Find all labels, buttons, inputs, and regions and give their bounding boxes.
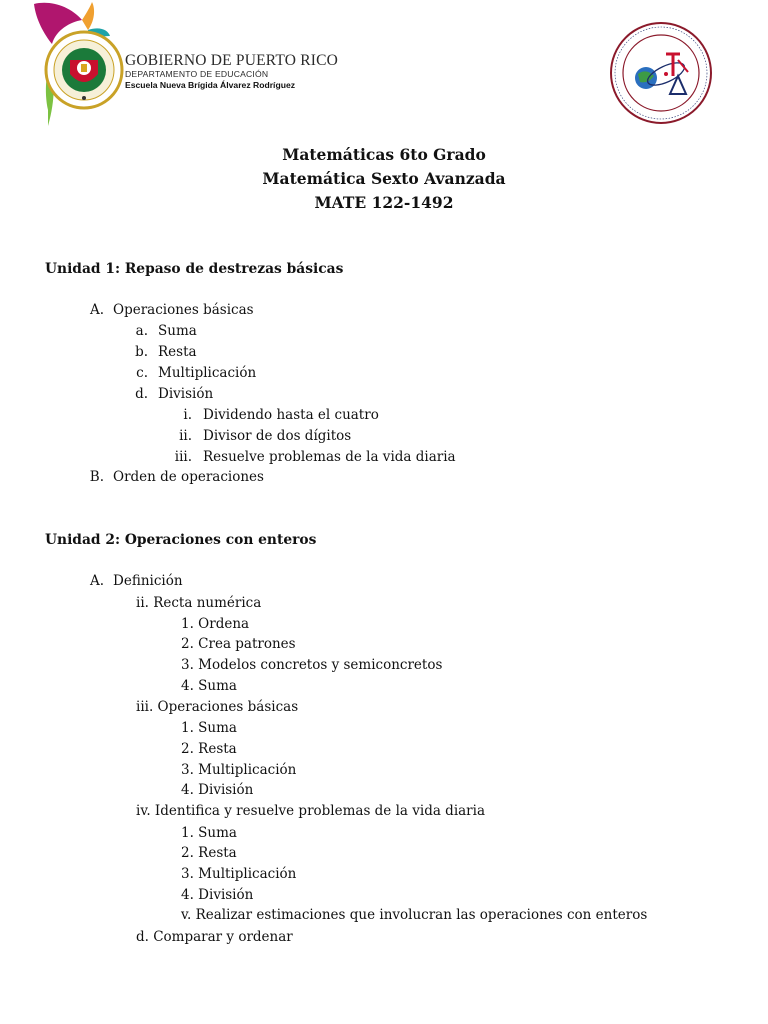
list-marker: b.	[135, 344, 148, 360]
unit-1-heading: Unidad 1: Repaso de destrezas básicas	[45, 261, 344, 277]
list-text: Divisor de dos dígitos	[203, 428, 352, 444]
list-item: 1. Suma	[181, 825, 237, 841]
list-item: 4. División	[181, 887, 254, 903]
unit-2-heading: Unidad 2: Operaciones con enteros	[45, 532, 317, 548]
list-item: iv. Identifica y resuelve problemas de la vida diaria	[136, 803, 486, 819]
list-marker: A.	[89, 573, 104, 589]
list-marker: iii.	[174, 449, 192, 465]
list-item: ii. Recta numérica	[136, 595, 262, 611]
list-item: 2. Resta	[181, 741, 237, 757]
government-text-block	[125, 52, 338, 91]
list-marker: ii.	[179, 428, 192, 444]
list-marker: A.	[89, 302, 104, 318]
list-marker: d.	[135, 386, 148, 402]
course-code: MATE 122-1492	[314, 193, 454, 212]
list-text: Orden de operaciones	[113, 469, 264, 485]
list-marker: c.	[136, 365, 148, 381]
course-title-line-2: Matemática Sexto Avanzada	[262, 169, 506, 188]
list-marker: a.	[135, 323, 148, 339]
school-name: Escuela Nueva Brígida Álvarez Rodríguez	[125, 80, 296, 90]
list-text: Resta	[158, 344, 197, 360]
list-item: 2. Crea patrones	[181, 636, 296, 652]
list-text: Multiplicación	[158, 365, 257, 381]
school-seal-logo	[608, 20, 714, 126]
puerto-rico-government-logo	[30, 0, 126, 128]
government-title: GOBIERNO DE PUERTO RICO	[125, 52, 339, 69]
list-item: d. Comparar y ordenar	[136, 929, 293, 945]
list-item: 3. Multiplicación	[181, 866, 297, 882]
document-header	[0, 0, 768, 130]
list-item: 2. Resta	[181, 845, 237, 861]
list-item: iii. Operaciones básicas	[136, 699, 299, 715]
list-text: División	[158, 386, 214, 402]
list-marker: B.	[89, 469, 104, 485]
list-item: 3. Multiplicación	[181, 762, 297, 778]
list-text: Resuelve problemas de la vida diaria	[203, 449, 456, 465]
list-item: v. Realizar estimaciones que involucran las operaciones con enteros	[181, 907, 648, 923]
course-titles	[0, 143, 768, 215]
list-item: 1. Suma	[181, 720, 237, 736]
list-marker: i.	[183, 407, 192, 423]
list-item: 4. Suma	[181, 678, 237, 694]
list-text: Suma	[158, 323, 197, 339]
list-item: 1. Ordena	[181, 616, 250, 632]
list-item: 4. División	[181, 782, 254, 798]
list-text: Definición	[113, 573, 183, 589]
list-item: 3. Modelos concretos y semiconcretos	[181, 657, 443, 673]
list-text: Operaciones básicas	[113, 302, 254, 318]
list-text: Dividendo hasta el cuatro	[203, 407, 379, 423]
department-name: DEPARTAMENTO DE EDUCACIÓN	[125, 69, 269, 79]
course-title-line-1: Matemáticas 6to Grado	[282, 145, 486, 164]
